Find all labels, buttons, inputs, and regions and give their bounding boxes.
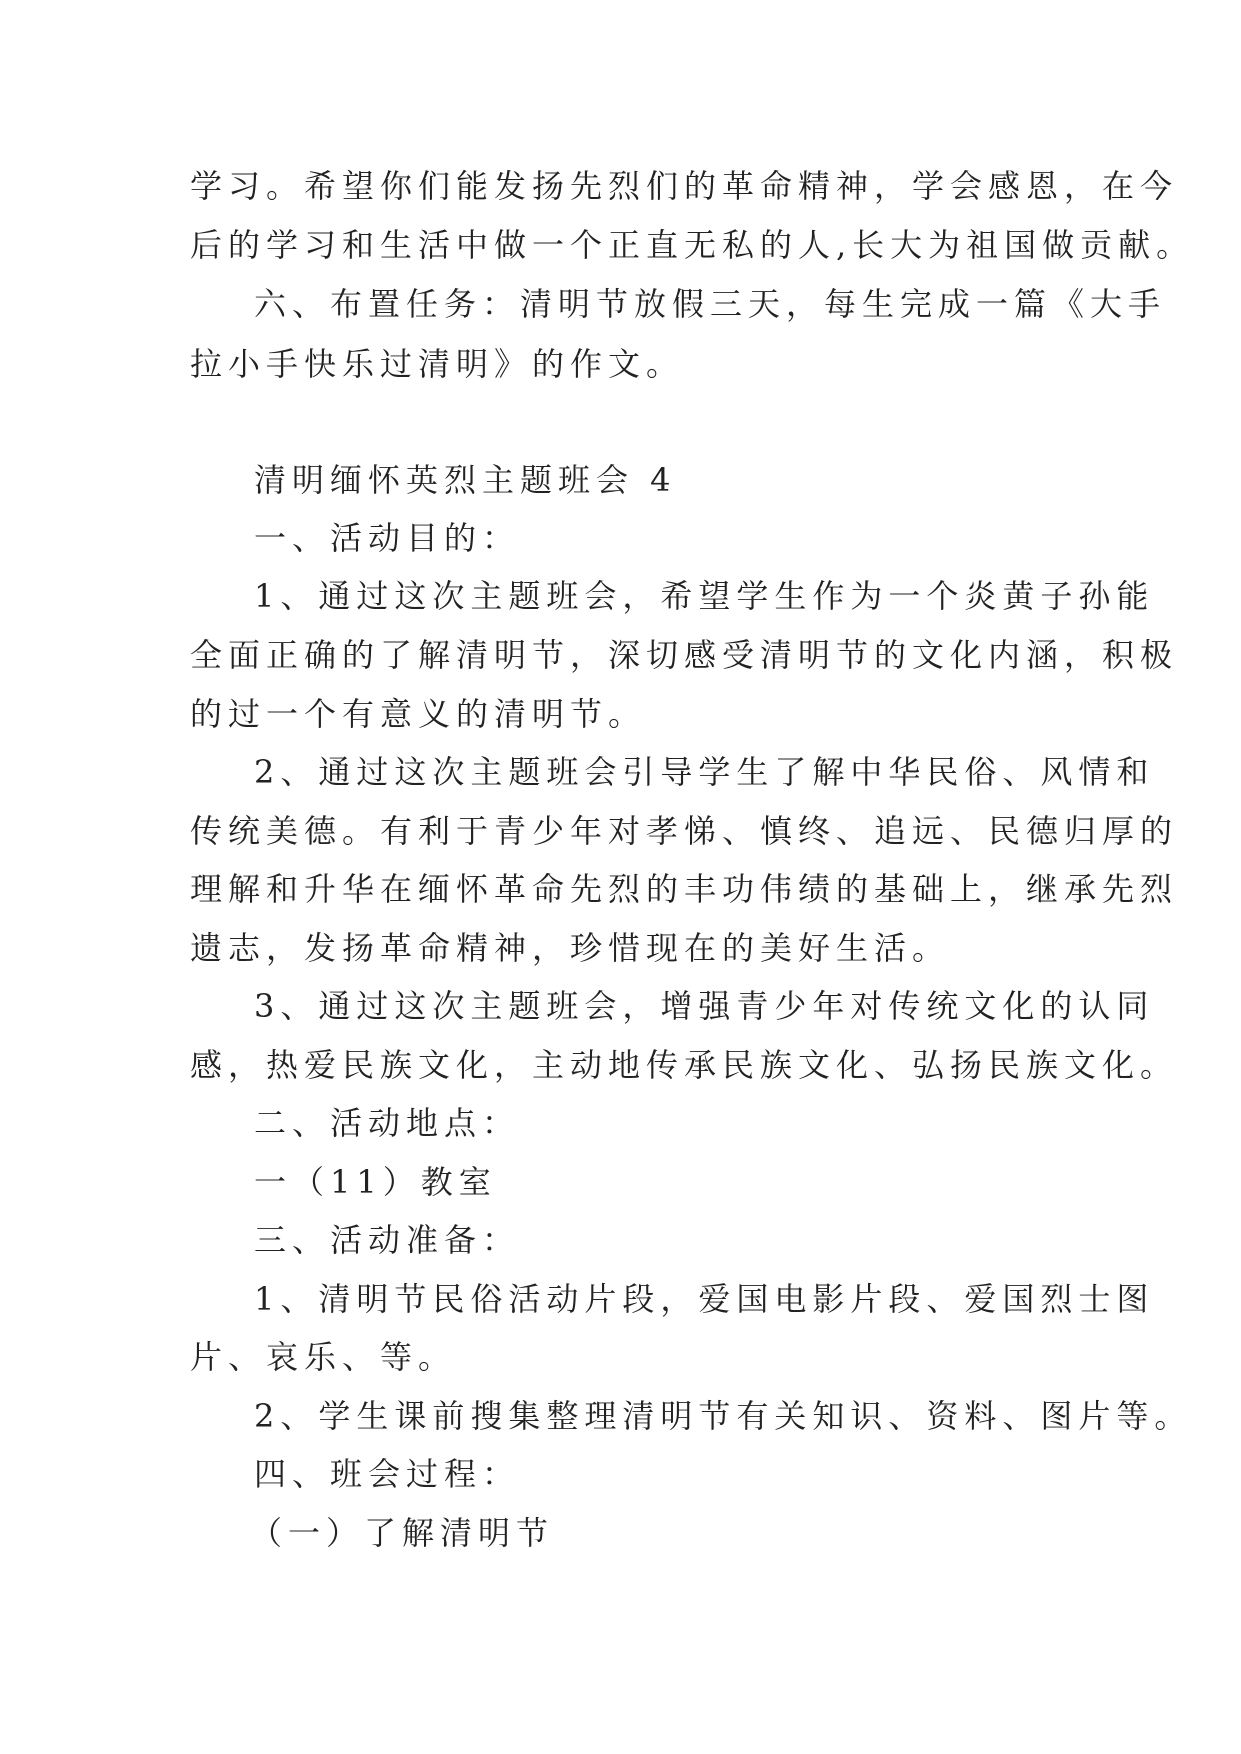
paragraph-line: 片、哀乐、等。 xyxy=(190,1338,457,1376)
heading-line: 四、班会过程： xyxy=(254,1455,521,1493)
paragraph-line: 六、布置任务：清明节放假三天，每生完成一篇《大手 xyxy=(254,285,1167,323)
paragraph-line: 感，热爱民族文化，主动地传承民族文化、弘扬民族文化。 xyxy=(190,1046,1179,1084)
paragraph-line: 2、学生课前搜集整理清明节有关知识、资料、图片等。 xyxy=(254,1397,1193,1435)
paragraph-line: 遗志，发扬革命精神，珍惜现在的美好生活。 xyxy=(190,929,951,967)
paragraph-line: 2、通过这次主题班会引导学生了解中华民俗、风情和 xyxy=(254,753,1155,791)
paragraph-line: 理解和升华在缅怀革命先烈的丰功伟绩的基础上，继承先烈 xyxy=(190,870,1179,908)
paragraph-line: 传统美德。有利于青少年对孝悌、慎终、追远、民德归厚的 xyxy=(190,812,1179,850)
section-title: 清明缅怀英烈主题班会 4 xyxy=(254,461,677,499)
heading-line: 一、活动目的： xyxy=(254,519,521,557)
paragraph-line: 3、通过这次主题班会，增强青少年对传统文化的认同 xyxy=(254,987,1155,1025)
paragraph-line: 全面正确的了解清明节，深切感受清明节的文化内涵，积极 xyxy=(190,636,1179,674)
heading-line: 二、活动地点： xyxy=(254,1104,521,1142)
paragraph-line: 1、通过这次主题班会，希望学生作为一个炎黄子孙能 xyxy=(254,577,1155,615)
subheading-line: （一）了解清明节 xyxy=(250,1514,555,1552)
paragraph-line: 一（11）教室 xyxy=(254,1163,497,1201)
paragraph-line: 拉小手快乐过清明》的作文。 xyxy=(190,345,685,383)
heading-line: 三、活动准备： xyxy=(254,1221,521,1259)
paragraph-line: 的过一个有意义的清明节。 xyxy=(190,695,647,733)
paragraph-line: 学习。希望你们能发扬先烈们的革命精神，学会感恩，在今 xyxy=(190,167,1179,205)
paragraph-line: 后的学习和生活中做一个正直无私的人,长大为祖国做贡献。 xyxy=(190,226,1195,264)
paragraph-line: 1、清明节民俗活动片段，爱国电影片段、爱国烈士图 xyxy=(254,1280,1155,1318)
